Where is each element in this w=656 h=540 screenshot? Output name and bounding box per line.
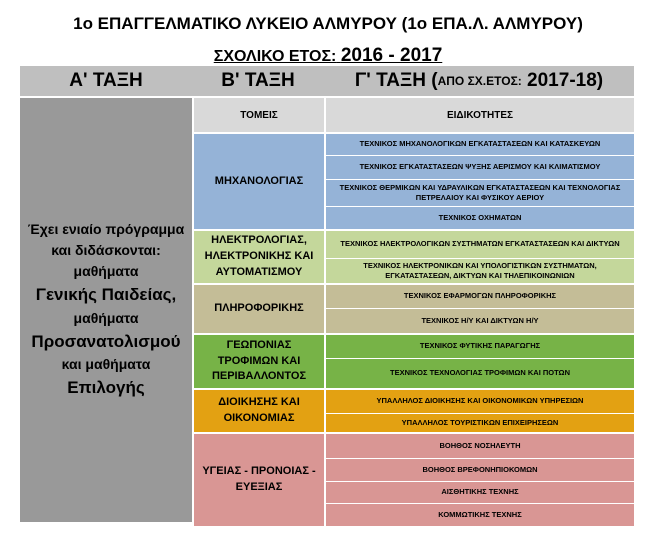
sector-name (192, 132, 324, 229)
header-class-b: Β' ΤΑΞΗ (192, 66, 324, 98)
header-class-c-paren: ( (431, 70, 438, 91)
sector-name (192, 333, 324, 388)
school-title: 1ο ΕΠΑΓΓΕΛΜΑΤΙΚΟ ΛΥΚΕΙΟ ΑΛΜΥΡΟΥ (1ο ΕΠΑ.Λ. ΑΛΜΥΡΟΥ) (73, 14, 583, 33)
header-class-c (324, 66, 634, 98)
sector-name (192, 432, 324, 526)
sector-name-line: ΥΓΕΙΑΣ - ΠΡΟΝΟΙΑΣ - (202, 465, 316, 478)
curriculum-table (20, 66, 634, 522)
sector-name-line: ΠΛΗΡΟΦΟΡΙΚΗΣ (214, 302, 304, 315)
header-class-c-title: Γ' ΤΑΞΗ (354, 70, 426, 91)
class-a-line: Γενικής Παιδείας, (35, 285, 177, 305)
sector-name (192, 388, 324, 432)
sector-name-line: ΑΥΤΟΜΑΤΙΣΜΟΥ (215, 265, 303, 278)
sector-name-line: ΠΕΡΙΒΑΛΛΟΝΤΟΣ (211, 370, 307, 383)
specialty-item: ΑΙΣΘΗΤΙΚΗΣ ΤΕΧΝΗΣ (324, 481, 634, 503)
class-a-line: Επιλογής (67, 378, 145, 398)
class-a-line: και διδάσκονται: (51, 242, 161, 259)
school-year-value: 2016 - 2017 (340, 45, 443, 66)
specialty-item: ΤΕΧΝΙΚΟΣ ΜΗΧΑΝΟΛΟΓΙΚΩΝ ΕΓΚΑΤΑΣΤΑΣΕΩΝ ΚΑΙ ΚΑΤΑΣΚΕΥΩΝ (324, 132, 634, 155)
sector-name-line: ΗΛΕΚΤΡΟΝΙΚΗΣ ΚΑΙ (204, 250, 314, 263)
sector-name-line: ΔΙΟΙΚΗΣΗΣ ΚΑΙ (218, 396, 300, 409)
specialty-item: ΒΟΗΘΟΣ ΒΡΕΦΟΝΗΠΙΟΚΟΜΩΝ (324, 458, 634, 481)
sector-name-line: ΟΙΚΟΝΟΜΙΑΣ (223, 412, 295, 424)
sector-name-line: ΓΕΩΠΟΝΙΑΣ (226, 338, 292, 351)
header-class-c-from: ΑΠΟ ΣΧ.ΕΤΟΣ: (437, 74, 522, 88)
class-a-line: Έχει ενιαίο πρόγραμμα (27, 221, 185, 238)
specialty-item: ΤΕΧΝΙΚΟΣ ΦΥΤΙΚΗΣ ΠΑΡΑΓΩΓΗΣ (324, 333, 634, 358)
header-class-a: Α' ΤΑΞΗ (20, 66, 192, 98)
specialty-item: ΤΕΧΝΙΚΟΣ ΗΛΕΚΤΡΟΝΙΚΩΝ ΚΑΙ ΥΠΟΛΟΓΙΣΤΙΚΩΝ ΣΥΣΤΗΜΑΤΩΝ, ΕΓΚΑΤΑΣΤΑΣΕΩΝ, ΔΙΚΤΥΩΝ ΚΑΙ ΤΗΛΕΠΙΚΟΙΝΩΝΙΩΝ (324, 258, 634, 283)
specialty-item: ΚΟΜΜΩΤΙΚΗΣ ΤΕΧΝΗΣ (324, 503, 634, 526)
specialty-item: ΤΕΧΝΙΚΟΣ ΗΛΕΚΤΡΟΛΟΓΙΚΩΝ ΣΥΣΤΗΜΑΤΩΝ ΕΓΚΑΤΑΣΤΑΣΕΩΝ ΚΑΙ ΔΙΚΤΥΩΝ (324, 229, 634, 258)
sector-name-line: ΜΗΧΑΝΟΛΟΓΙΑΣ (214, 174, 304, 187)
sector-name (192, 229, 324, 283)
specialty-item: ΤΕΧΝΙΚΟΣ ΤΕΧΝΟΛΟΓΙΑΣ ΤΡΟΦΙΜΩΝ ΚΑΙ ΠΟΤΩΝ (324, 358, 634, 388)
subheader-sectors: ΤΟΜΕΙΣ (192, 98, 324, 132)
subheader-specialties: ΕΙΔΙΚΟΤΗΤΕΣ (324, 98, 634, 132)
school-year-title (0, 45, 656, 67)
class-a-line: μαθήματα (73, 263, 139, 280)
sector-name-line: ΕΥΕΞΙΑΣ (235, 481, 283, 493)
specialty-item: ΤΕΧΝΙΚΟΣ ΕΓΚΑΤΑΣΤΑΣΕΩΝ ΨΥΞΗΣ ΑΕΡΙΣΜΟΥ ΚΑΙ ΚΛΙΜΑΤΙΣΜΟΥ (324, 155, 634, 179)
class-a-line: μαθήματα (73, 309, 139, 326)
specialty-item: ΤΕΧΝΙΚΟΣ ΟΧΗΜΑΤΩΝ (324, 206, 634, 229)
sector-name-line: ΤΡΟΦΙΜΩΝ ΚΑΙ (217, 354, 301, 367)
school-year-label: ΣΧΟΛΙΚΟ ΕΤΟΣ: (213, 48, 337, 65)
specialty-item: ΤΕΧΝΙΚΟΣ ΕΦΑΡΜΟΓΩΝ ΠΛΗΡΟΦΟΡΙΚΗΣ (324, 283, 634, 308)
class-a-description (20, 98, 192, 522)
class-a-line: και μαθήματα (61, 356, 151, 373)
specialty-item: ΥΠΑΛΛΗΛΟΣ ΤΟΥΡΙΣΤΙΚΩΝ ΕΠΙΧΕΙΡΗΣΕΩΝ (324, 413, 634, 432)
sector-name (192, 283, 324, 333)
header-class-c-year: 2017-18) (527, 70, 604, 91)
sector-name-line: ΗΛΕΚΤΡΟΛΟΓΙΑΣ, (211, 234, 307, 247)
specialty-item: ΤΕΧΝΙΚΟΣ Η/Υ ΚΑΙ ΔΙΚΤΥΩΝ Η/Υ (324, 308, 634, 333)
specialty-item: ΤΕΧΝΙΚΟΣ ΘΕΡΜΙΚΩΝ ΚΑΙ ΥΔΡΑΥΛΙΚΩΝ ΕΓΚΑΤΑΣΤΑΣΕΩΝ ΚΑΙ ΤΕΧΝΟΛΟΓΙΑΣ ΠΕΤΡΕΛΑΙΟΥ ΚΑΙ ΦΥΣΙΚΟΥ ΑΕΡΙΟΥ (324, 179, 634, 206)
specialty-item: ΒΟΗΘΟΣ ΝΟΣΗΛΕΥΤΗ (324, 432, 634, 458)
specialty-item: ΥΠΑΛΛΗΛΟΣ ΔΙΟΙΚΗΣΗΣ ΚΑΙ ΟΙΚΟΝΟΜΙΚΩΝ ΥΠΗΡΕΣΙΩΝ (324, 388, 634, 413)
class-a-line: Προσανατολισμού (31, 331, 181, 351)
